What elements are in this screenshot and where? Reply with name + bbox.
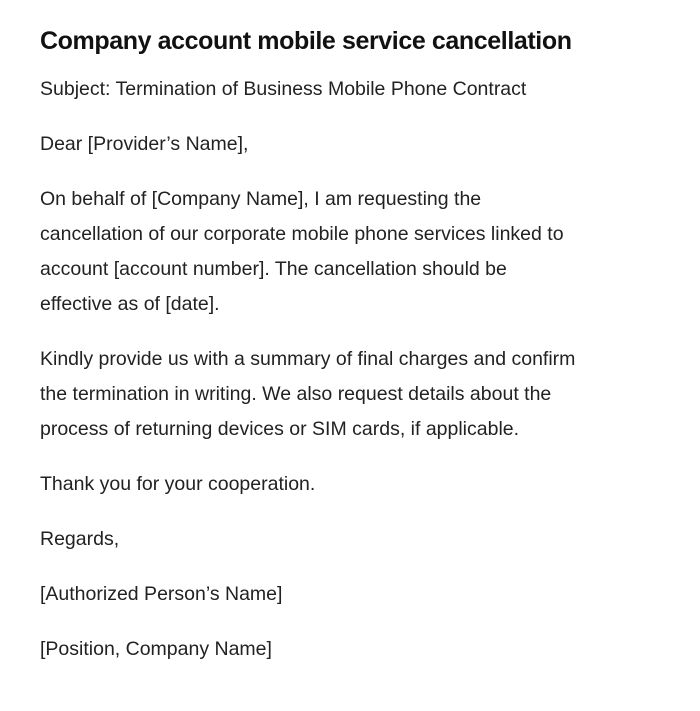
signer-position: [Position, Company Name] xyxy=(40,638,272,660)
body-paragraph-1-line: account [account number]. The cancellation should be xyxy=(40,258,507,280)
body-paragraph-2-line: process of returning devices or SIM cards, if applicable. xyxy=(40,418,520,440)
salutation: Dear [Provider’s Name], xyxy=(40,133,249,155)
closing-line: Regards, xyxy=(40,528,120,550)
letter-document xyxy=(40,22,660,687)
page-title: Company account mobile service cancellation xyxy=(40,27,572,55)
body-paragraph-2-line: the termination in writing. We also request details about the xyxy=(40,383,552,405)
body-paragraph-2-line: Kindly provide us with a summary of final charges and confirm xyxy=(40,348,576,370)
body-paragraph-1-line: cancellation of our corporate mobile phone services linked to xyxy=(40,223,564,245)
body-paragraph-2 xyxy=(40,342,660,447)
body-paragraph-1-line: On behalf of [Company Name], I am requesting the xyxy=(40,188,482,210)
signer-name: [Authorized Person’s Name] xyxy=(40,583,283,605)
body-paragraph-1-line: effective as of [date]. xyxy=(40,293,220,315)
body-paragraph-1 xyxy=(40,182,660,322)
thanks-line: Thank you for your cooperation. xyxy=(40,473,316,495)
subject-line: Subject: Termination of Business Mobile Phone Contract xyxy=(40,78,527,100)
